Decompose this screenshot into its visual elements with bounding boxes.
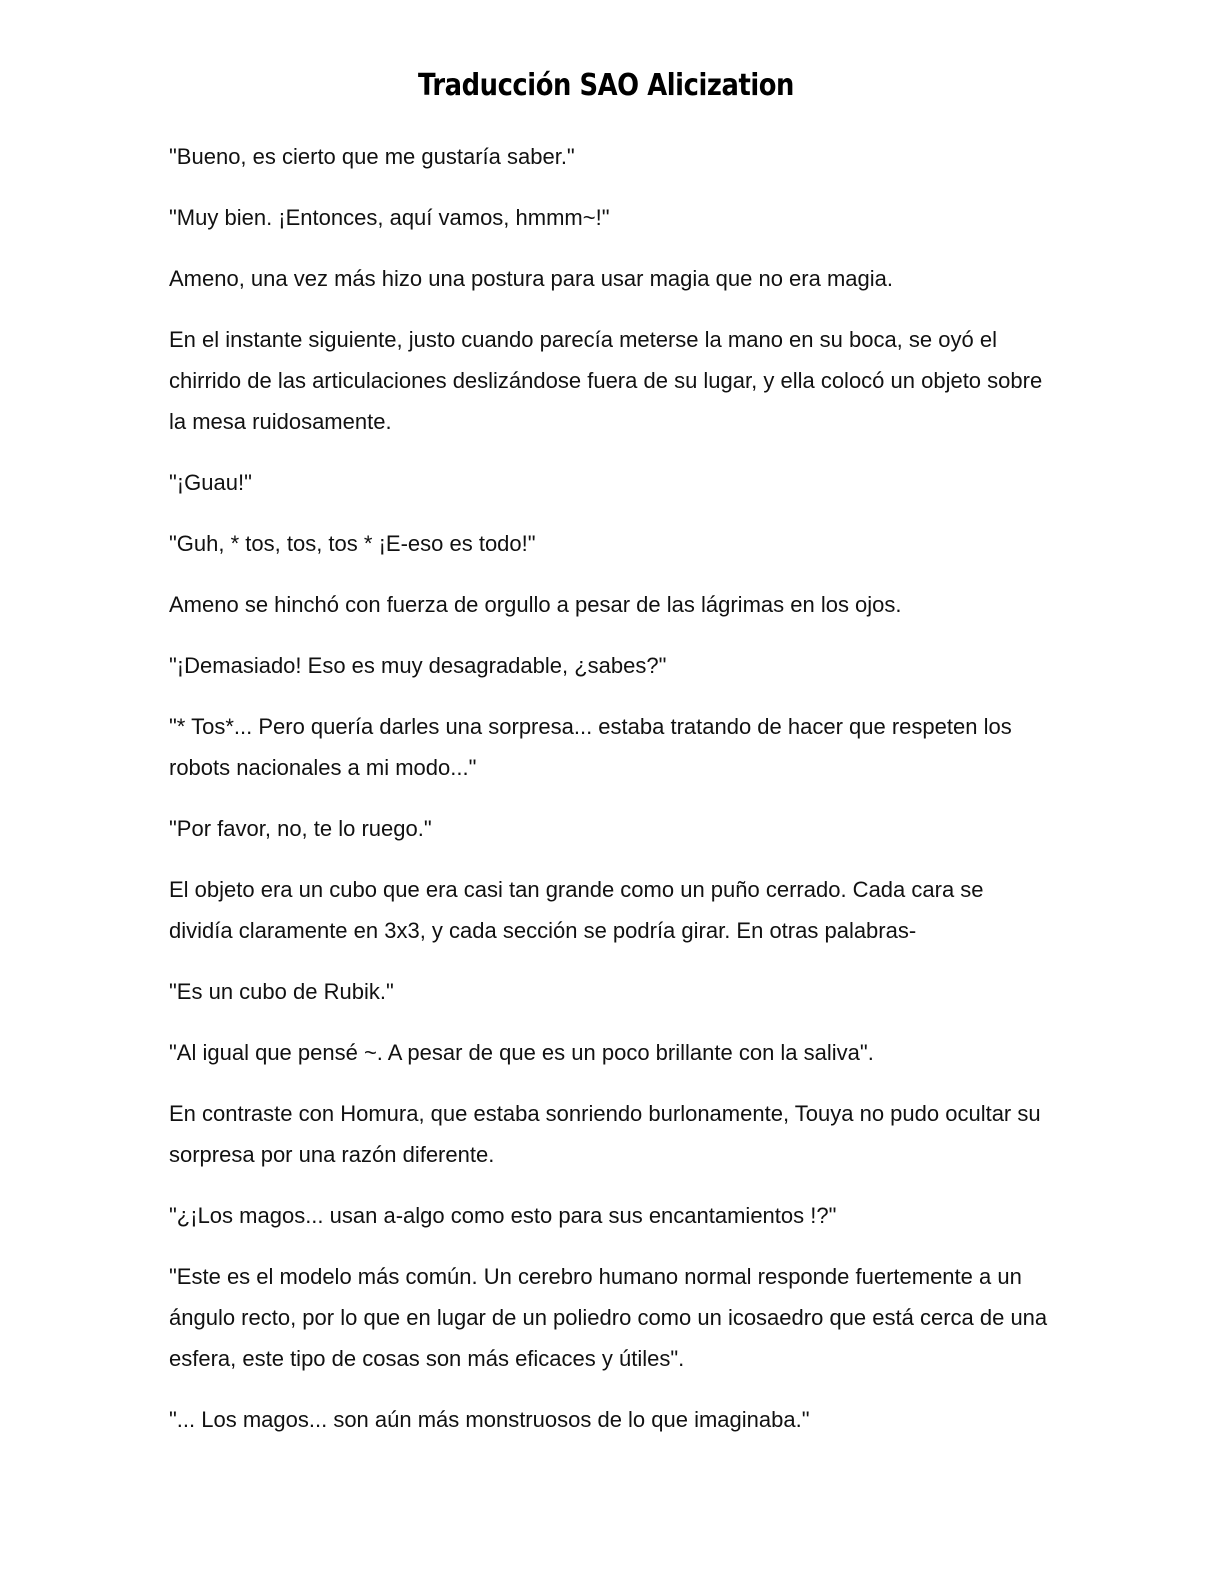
paragraph: "Al igual que pensé ~. A pesar de que es un poco brillante con la saliva".	[169, 1040, 874, 1065]
document-body	[169, 136, 1049, 1460]
paragraph: "... Los magos... son aún más monstruosos de lo que imaginaba."	[169, 1407, 810, 1432]
paragraph: "¡Guau!"	[169, 470, 252, 495]
paragraph: "Bueno, es cierto que me gustaría saber."	[169, 144, 575, 169]
document-title: Traducción SAO Alicization	[417, 68, 795, 103]
paragraph: Ameno se hinchó con fuerza de orgullo a pesar de las lágrimas en los ojos.	[169, 592, 902, 617]
paragraph: "Este es el modelo más común. Un cerebro humano normal responde fuertemente a un ángulo recto, por lo que en lugar de un poliedro como un icosaedro que está cerca de una esfera, este tipo de cosas son más eficaces y útiles".	[169, 1264, 1048, 1371]
paragraph: "Por favor, no, te lo ruego."	[169, 816, 432, 841]
paragraph: "* Tos*... Pero quería darles una sorpresa... estaba tratando de hacer que respeten los robots nacionales a mi modo..."	[169, 714, 1012, 780]
paragraph: "¿¡Los magos... usan a-algo como esto para sus encantamientos !?"	[169, 1203, 837, 1228]
paragraph: En el instante siguiente, justo cuando parecía meterse la mano en su boca, se oyó el chirrido de las articulaciones deslizándose fuera de su lugar, y ella colocó un objeto sobre la mesa ruidosamente.	[169, 327, 1043, 434]
paragraph: En contraste con Homura, que estaba sonriendo burlonamente, Touya no pudo ocultar su sorpresa por una razón diferente.	[169, 1101, 1041, 1167]
paragraph: "Muy bien. ¡Entonces, aquí vamos, hmmm~!"	[169, 205, 610, 230]
paragraph: "Guh, * tos, tos, tos * ¡E-eso es todo!"	[169, 531, 536, 556]
paragraph: "¡Demasiado! Eso es muy desagradable, ¿sabes?"	[169, 653, 667, 678]
paragraph: "Es un cubo de Rubik."	[169, 979, 394, 1004]
paragraph: Ameno, una vez más hizo una postura para usar magia que no era magia.	[169, 266, 893, 291]
paragraph: El objeto era un cubo que era casi tan grande como un puño cerrado. Cada cara se dividía claramente en 3x3, y cada sección se podría girar. En otras palabras-	[169, 877, 984, 943]
